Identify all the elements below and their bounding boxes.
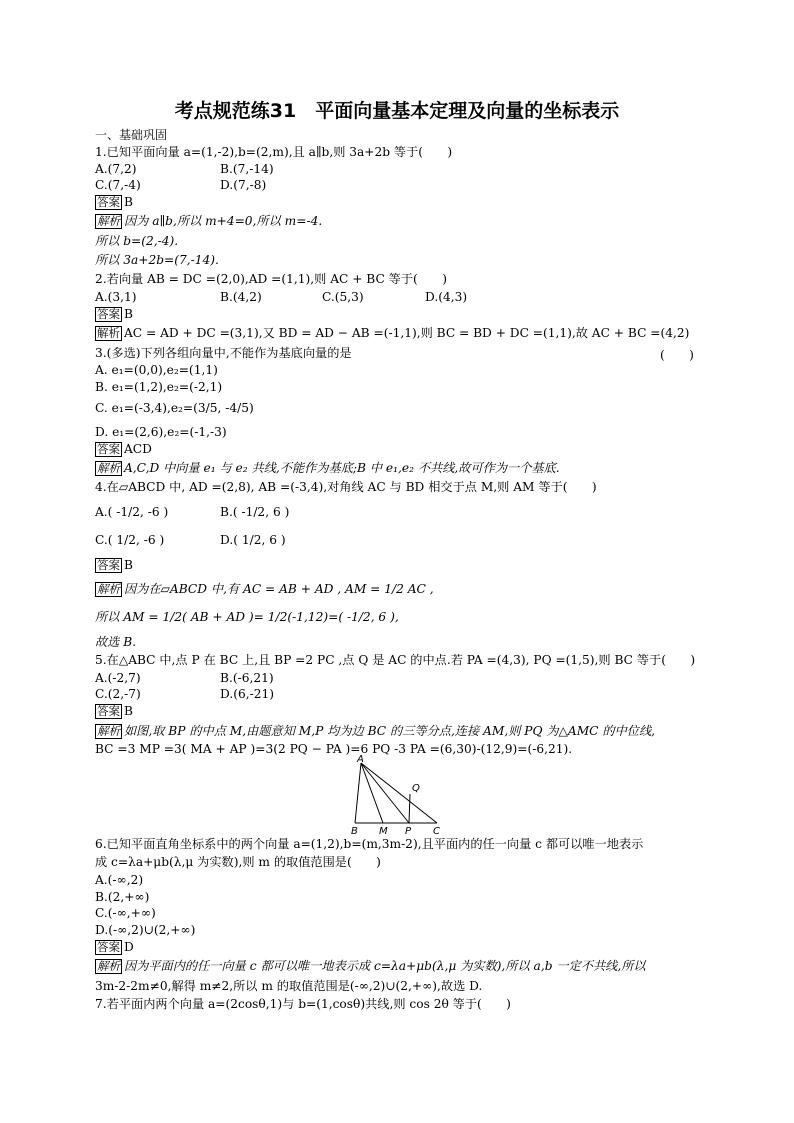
analysis-tag: 解析 <box>97 724 120 738</box>
q5-answer-value: B <box>124 704 133 718</box>
q1-option-a[interactable]: A.(7,2) <box>95 162 137 176</box>
q6-option-c[interactable]: C.(-∞,+∞) <box>95 906 156 920</box>
q5-option-d[interactable]: D.(6,-21) <box>220 687 274 701</box>
q1-option-d[interactable]: D.(7,-8) <box>220 178 267 192</box>
q6-answer <box>95 940 134 955</box>
q2-analysis <box>95 326 689 341</box>
q4-analysis <box>95 582 434 597</box>
fig-label-b: B <box>351 826 358 835</box>
q3-stem: 3.(多选)下列各组向量中,不能作为基底向量的是 <box>95 346 352 360</box>
answer-tag: 答案 <box>97 704 120 718</box>
q5-option-a[interactable]: A.(-2,7) <box>95 671 141 685</box>
q2-answer-value: B <box>124 307 133 321</box>
q2-option-a[interactable]: A.(3,1) <box>95 290 137 304</box>
fig-label-q: Q <box>412 783 420 794</box>
q2-analysis-text: AC = AD + DC =(3,1),又 BD = AD − AB =(-1,1),则 BC = BD + DC =(1,1),故 AC + BC =(4,2) <box>124 326 690 340</box>
section-heading: 一、基础巩固 <box>95 128 168 142</box>
answer-tag: 答案 <box>97 195 120 209</box>
q4-answer-value: B <box>124 558 133 572</box>
q4-option-c[interactable]: C.( 1/2, -6 ) <box>95 533 165 547</box>
q4-analysis-line-2: 所以 AM = 1/2( AB + AD )= 1/2(-1,12)=( -1/2, 6 ), <box>95 610 399 624</box>
q4-stem: 4.在▱ABCD 中, AD =(2,8), AB =(-3,4),对角线 AC 与 BD 相交于点 M,则 AM 等于( ) <box>95 480 597 494</box>
q5-stem: 5.在△ABC 中,点 P 在 BC 上,且 BP =2 PC ,点 Q 是 AC 的中点.若 PA =(4,3), PQ =(1,5),则 BC 等于( ) <box>95 653 696 667</box>
q5-analysis-line-1: 如图,取 BP 的中点 M,由题意知 M,P 均为边 BC 的三等分点,连接 AM,则 PQ 为△AMC 的中位线, <box>124 724 656 738</box>
q3-option-b[interactable]: B. e₁=(1,2),e₂=(-2,1) <box>95 380 223 394</box>
q3-option-a[interactable]: A. e₁=(0,0),e₂=(1,1) <box>95 363 218 377</box>
fig-label-m: M <box>379 826 388 835</box>
q7-stem: 7.若平面内两个向量 a=(2cosθ,1)与 b=(1,cosθ)共线,则 cos 2θ 等于( ) <box>95 997 511 1011</box>
q1-answer <box>95 195 133 210</box>
q2-option-c[interactable]: C.(5,3) <box>322 290 364 304</box>
page-title: 考点规范练31 平面向量基本定理及向量的坐标表示 <box>174 100 620 122</box>
q5-analysis-line-2: BC =3 MP =3( MA + AP )=3(2 PQ − PA )=6 PQ -3 PA =(6,30)-(12,9)=(-6,21). <box>95 742 573 756</box>
q4-option-d[interactable]: D.( 1/2, 6 ) <box>220 533 286 547</box>
q2-stem: 2.若向量 AB = DC =(2,0),AD =(1,1),则 AC + BC 等于( ) <box>95 272 447 286</box>
q5-option-b[interactable]: B.(-6,21) <box>220 671 274 685</box>
q6-option-a[interactable]: A.(-∞,2) <box>95 873 144 887</box>
q6-option-b[interactable]: B.(2,+∞) <box>95 890 150 904</box>
q5-analysis <box>95 724 655 739</box>
fig-line-ap <box>361 763 409 823</box>
q1-stem: 1.已知平面向量 a=(1,-2),b=(2,m),且 a∥b,则 3a+2b 等于( ) <box>95 145 453 159</box>
q1-analysis-line-3: 所以 3a+2b=(7,-14). <box>95 253 219 267</box>
q5-answer <box>95 704 133 719</box>
q3-option-c[interactable]: C. e₁=(-3,4),e₂=(3/5, -4/5) <box>95 401 254 415</box>
answer-tag: 答案 <box>97 442 120 456</box>
q3-paren: ( ) <box>660 348 694 362</box>
q1-answer-value: B <box>124 195 133 209</box>
q4-analysis-line-1: 因为在▱ABCD 中,有 AC = AB + AD , AM = 1/2 AC , <box>124 582 434 596</box>
analysis-tag: 解析 <box>97 959 120 973</box>
fig-line-pq <box>409 794 410 823</box>
q4-option-b[interactable]: B.( -1/2, 6 ) <box>220 505 290 519</box>
analysis-tag: 解析 <box>97 214 120 228</box>
q4-option-a[interactable]: A.( -1/2, -6 ) <box>95 505 169 519</box>
q4-analysis-line-3: 故选 B. <box>95 635 137 649</box>
q1-option-b[interactable]: B.(7,-14) <box>220 162 274 176</box>
q3-option-d[interactable]: D. e₁=(2,6),e₂=(-1,-3) <box>95 425 227 439</box>
fig-label-a: A <box>357 755 364 765</box>
q6-option-d[interactable]: D.(-∞,2)∪(2,+∞) <box>95 923 196 937</box>
q6-stem-line-1: 6.已知平面直角坐标系中的两个向量 a=(1,2),b=(m,3m-2),且平面内的任一向量 c 都可以唯一地表示 <box>95 837 644 851</box>
q2-option-b[interactable]: B.(4,2) <box>220 290 262 304</box>
q1-analysis-line-1: 因为 a∥b,所以 m+4=0,所以 m=-4. <box>124 214 323 228</box>
q3-analysis <box>95 461 560 476</box>
q2-answer <box>95 307 133 322</box>
q6-analysis-line-1: 因为平面内的任一向量 c 都可以唯一地表示成 c=λa+μb(λ,μ 为实数),所以 a,b 一定不共线,所以 <box>124 959 646 973</box>
analysis-tag: 解析 <box>97 582 120 596</box>
q3-answer-value: ACD <box>124 442 152 456</box>
q4-answer <box>95 558 133 573</box>
q3-analysis-text: A,C,D 中向量 e₁ 与 e₂ 共线,不能作为基底;B 中 e₁,e₂ 不共线,故可作为一个基底. <box>124 461 560 475</box>
q1-option-c[interactable]: C.(7,-4) <box>95 178 141 192</box>
answer-tag: 答案 <box>97 307 120 321</box>
fig-label-c: C <box>433 826 440 835</box>
q1-analysis-line-2: 所以 b=(2,-4). <box>95 234 179 248</box>
q2-option-d[interactable]: D.(4,3) <box>425 290 468 304</box>
q6-analysis <box>95 959 646 974</box>
answer-tag: 答案 <box>97 558 120 572</box>
q5-option-c[interactable]: C.(2,-7) <box>95 687 141 701</box>
analysis-tag: 解析 <box>97 461 120 475</box>
q1-analysis <box>95 214 322 229</box>
q6-analysis-line-2: 3m-2-2m≠0,解得 m≠2,所以 m 的取值范围是(-∞,2)∪(2,+∞),故选 D. <box>95 979 483 993</box>
analysis-tag: 解析 <box>97 326 120 340</box>
q3-answer <box>95 442 152 457</box>
answer-tag: 答案 <box>97 940 120 954</box>
q6-answer-value: D <box>124 940 134 954</box>
fig-line-ab <box>355 763 361 823</box>
q6-stem-line-2: 成 c=λa+μb(λ,μ 为实数),则 m 的取值范围是( ) <box>95 855 381 869</box>
fig-label-p: P <box>405 826 412 835</box>
triangle-figure <box>340 755 450 835</box>
